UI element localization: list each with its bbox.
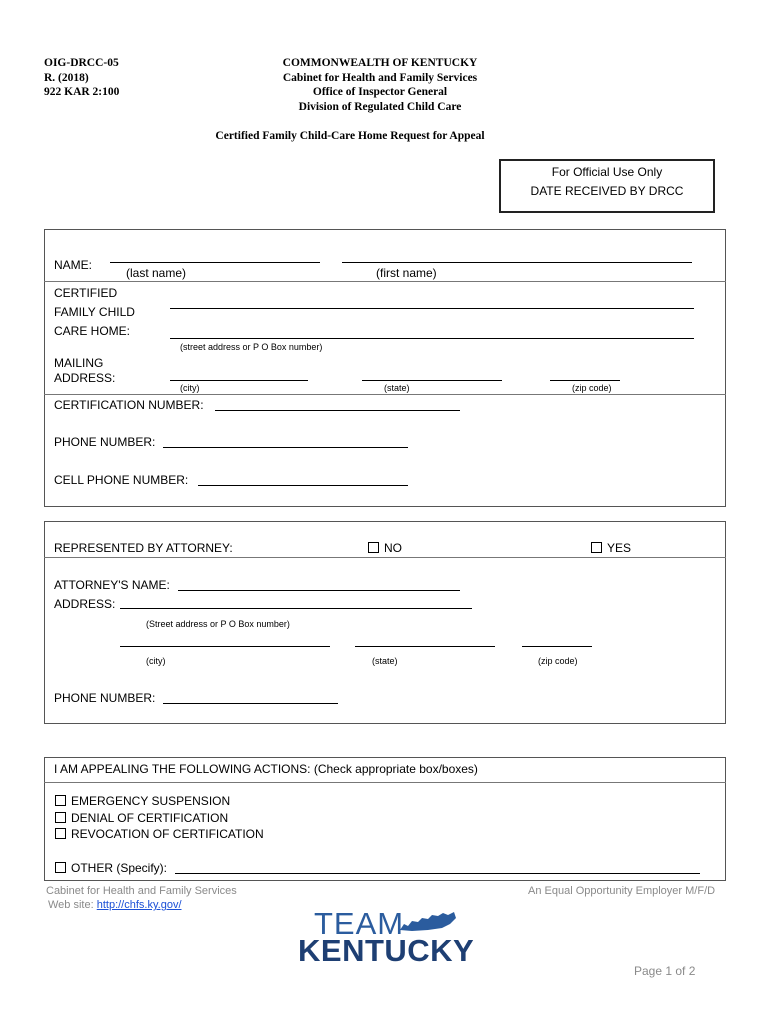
- home-label-line: CERTIFIED: [54, 286, 118, 300]
- section-divider: [44, 394, 726, 395]
- no-label: NO: [384, 541, 402, 555]
- website-link[interactable]: http://chfs.ky.gov/: [96, 899, 182, 911]
- attorney-city-hint: (city): [146, 656, 166, 666]
- emergency-suspension-checkbox[interactable]: [55, 795, 66, 806]
- attorney-zip-hint: (zip code): [538, 656, 578, 666]
- form-id: OIG-DRCC-05: [44, 57, 119, 69]
- other-label: OTHER (Specify):: [71, 861, 168, 875]
- denial-label: DENIAL OF CERTIFICATION: [71, 811, 229, 825]
- revocation-checkbox[interactable]: [55, 828, 66, 839]
- state-field[interactable]: [362, 380, 502, 381]
- kentucky-state-icon: [398, 910, 458, 934]
- revocation-label: REVOCATION OF CERTIFICATION: [71, 827, 264, 841]
- city-field[interactable]: [170, 380, 308, 381]
- last-name-field[interactable]: [110, 262, 320, 263]
- attorney-street-hint: (Street address or P O Box number): [146, 619, 290, 629]
- emergency-suspension-label: EMERGENCY SUSPENSION: [71, 794, 231, 808]
- zip-field[interactable]: [550, 380, 620, 381]
- home-street-field[interactable]: [170, 338, 694, 339]
- attorney-name-field[interactable]: [178, 590, 460, 591]
- yes-label: YES: [607, 541, 632, 555]
- agency-line: Cabinet for Health and Family Services: [282, 71, 478, 84]
- attorney-state-field[interactable]: [355, 646, 495, 647]
- city-hint: (city): [180, 383, 200, 393]
- attorney-phone-label: PHONE NUMBER:: [54, 691, 156, 705]
- attorney-state-hint: (state): [372, 656, 398, 666]
- official-use-label: For Official Use Only: [551, 165, 663, 179]
- team-kentucky-logo: [298, 906, 478, 968]
- denial-checkbox[interactable]: [55, 812, 66, 823]
- logo-kentucky-text: KENTUCKY: [298, 933, 475, 968]
- mailing-label-line: ADDRESS:: [54, 371, 116, 385]
- phone-label: PHONE NUMBER:: [54, 435, 156, 449]
- footer-eoe: An Equal Opportunity Employer M/F/D: [528, 885, 716, 897]
- attorney-phone-field[interactable]: [163, 703, 338, 704]
- home-label-line: CARE HOME:: [54, 324, 131, 338]
- zip-hint: (zip code): [572, 383, 612, 393]
- no-checkbox[interactable]: [368, 542, 379, 553]
- logo-team-text: TEAM: [314, 906, 405, 941]
- section-divider: [44, 557, 726, 558]
- section-divider: [44, 281, 726, 282]
- state-hint: (state): [384, 383, 410, 393]
- form-revision: R. (2018): [44, 71, 89, 84]
- home-label: [54, 284, 135, 341]
- cell-phone-field[interactable]: [198, 485, 408, 486]
- represented-label: REPRESENTED BY ATTORNEY:: [54, 541, 233, 555]
- form-title: Certified Family Child-Care Home Request for Appeal: [215, 130, 485, 142]
- attorney-street-field[interactable]: [120, 608, 472, 609]
- agency-header: [180, 56, 580, 114]
- attorney-city-field[interactable]: [120, 646, 330, 647]
- other-checkbox[interactable]: [55, 862, 66, 873]
- attorney-name-label: ATTORNEY'S NAME:: [54, 578, 170, 592]
- footer-website: [48, 899, 182, 911]
- yes-checkbox[interactable]: [591, 542, 602, 553]
- official-use-box: [499, 159, 715, 213]
- attorney-zip-field[interactable]: [522, 646, 592, 647]
- phone-field[interactable]: [163, 447, 408, 448]
- section-divider: [44, 782, 726, 783]
- last-name-hint: (last name): [126, 266, 187, 280]
- cell-phone-label: CELL PHONE NUMBER:: [54, 473, 189, 487]
- mailing-label: [54, 356, 115, 386]
- cert-number-field[interactable]: [215, 410, 460, 411]
- other-specify-field[interactable]: [175, 873, 700, 874]
- first-name-field[interactable]: [342, 262, 692, 263]
- website-label: Web site:: [48, 899, 94, 911]
- footer-cabinet: Cabinet for Health and Family Services: [46, 885, 237, 897]
- home-name-field[interactable]: [170, 308, 694, 309]
- agency-line: Office of Inspector General: [312, 86, 448, 98]
- page-number: Page 1 of 2: [634, 964, 696, 978]
- home-label-line: FAMILY CHILD: [54, 305, 135, 319]
- attorney-address-label: ADDRESS:: [54, 597, 116, 611]
- form-header-left: [44, 56, 119, 100]
- agency-line: Division of Regulated Child Care: [298, 100, 462, 113]
- date-received-label: DATE RECEIVED BY DRCC: [530, 184, 684, 198]
- form-regulation: 922 KAR 2:100: [44, 86, 120, 98]
- street-hint: (street address or P O Box number): [180, 342, 323, 352]
- cert-number-label: CERTIFICATION NUMBER:: [54, 398, 204, 412]
- appeal-heading: I AM APPEALING THE FOLLOWING ACTIONS: (Check appropriate box/boxes): [54, 762, 478, 776]
- mailing-label-line: MAILING: [54, 356, 104, 370]
- agency-line: COMMONWEALTH OF KENTUCKY: [282, 57, 478, 69]
- first-name-hint: (first name): [376, 266, 437, 280]
- name-label: NAME:: [54, 258, 93, 272]
